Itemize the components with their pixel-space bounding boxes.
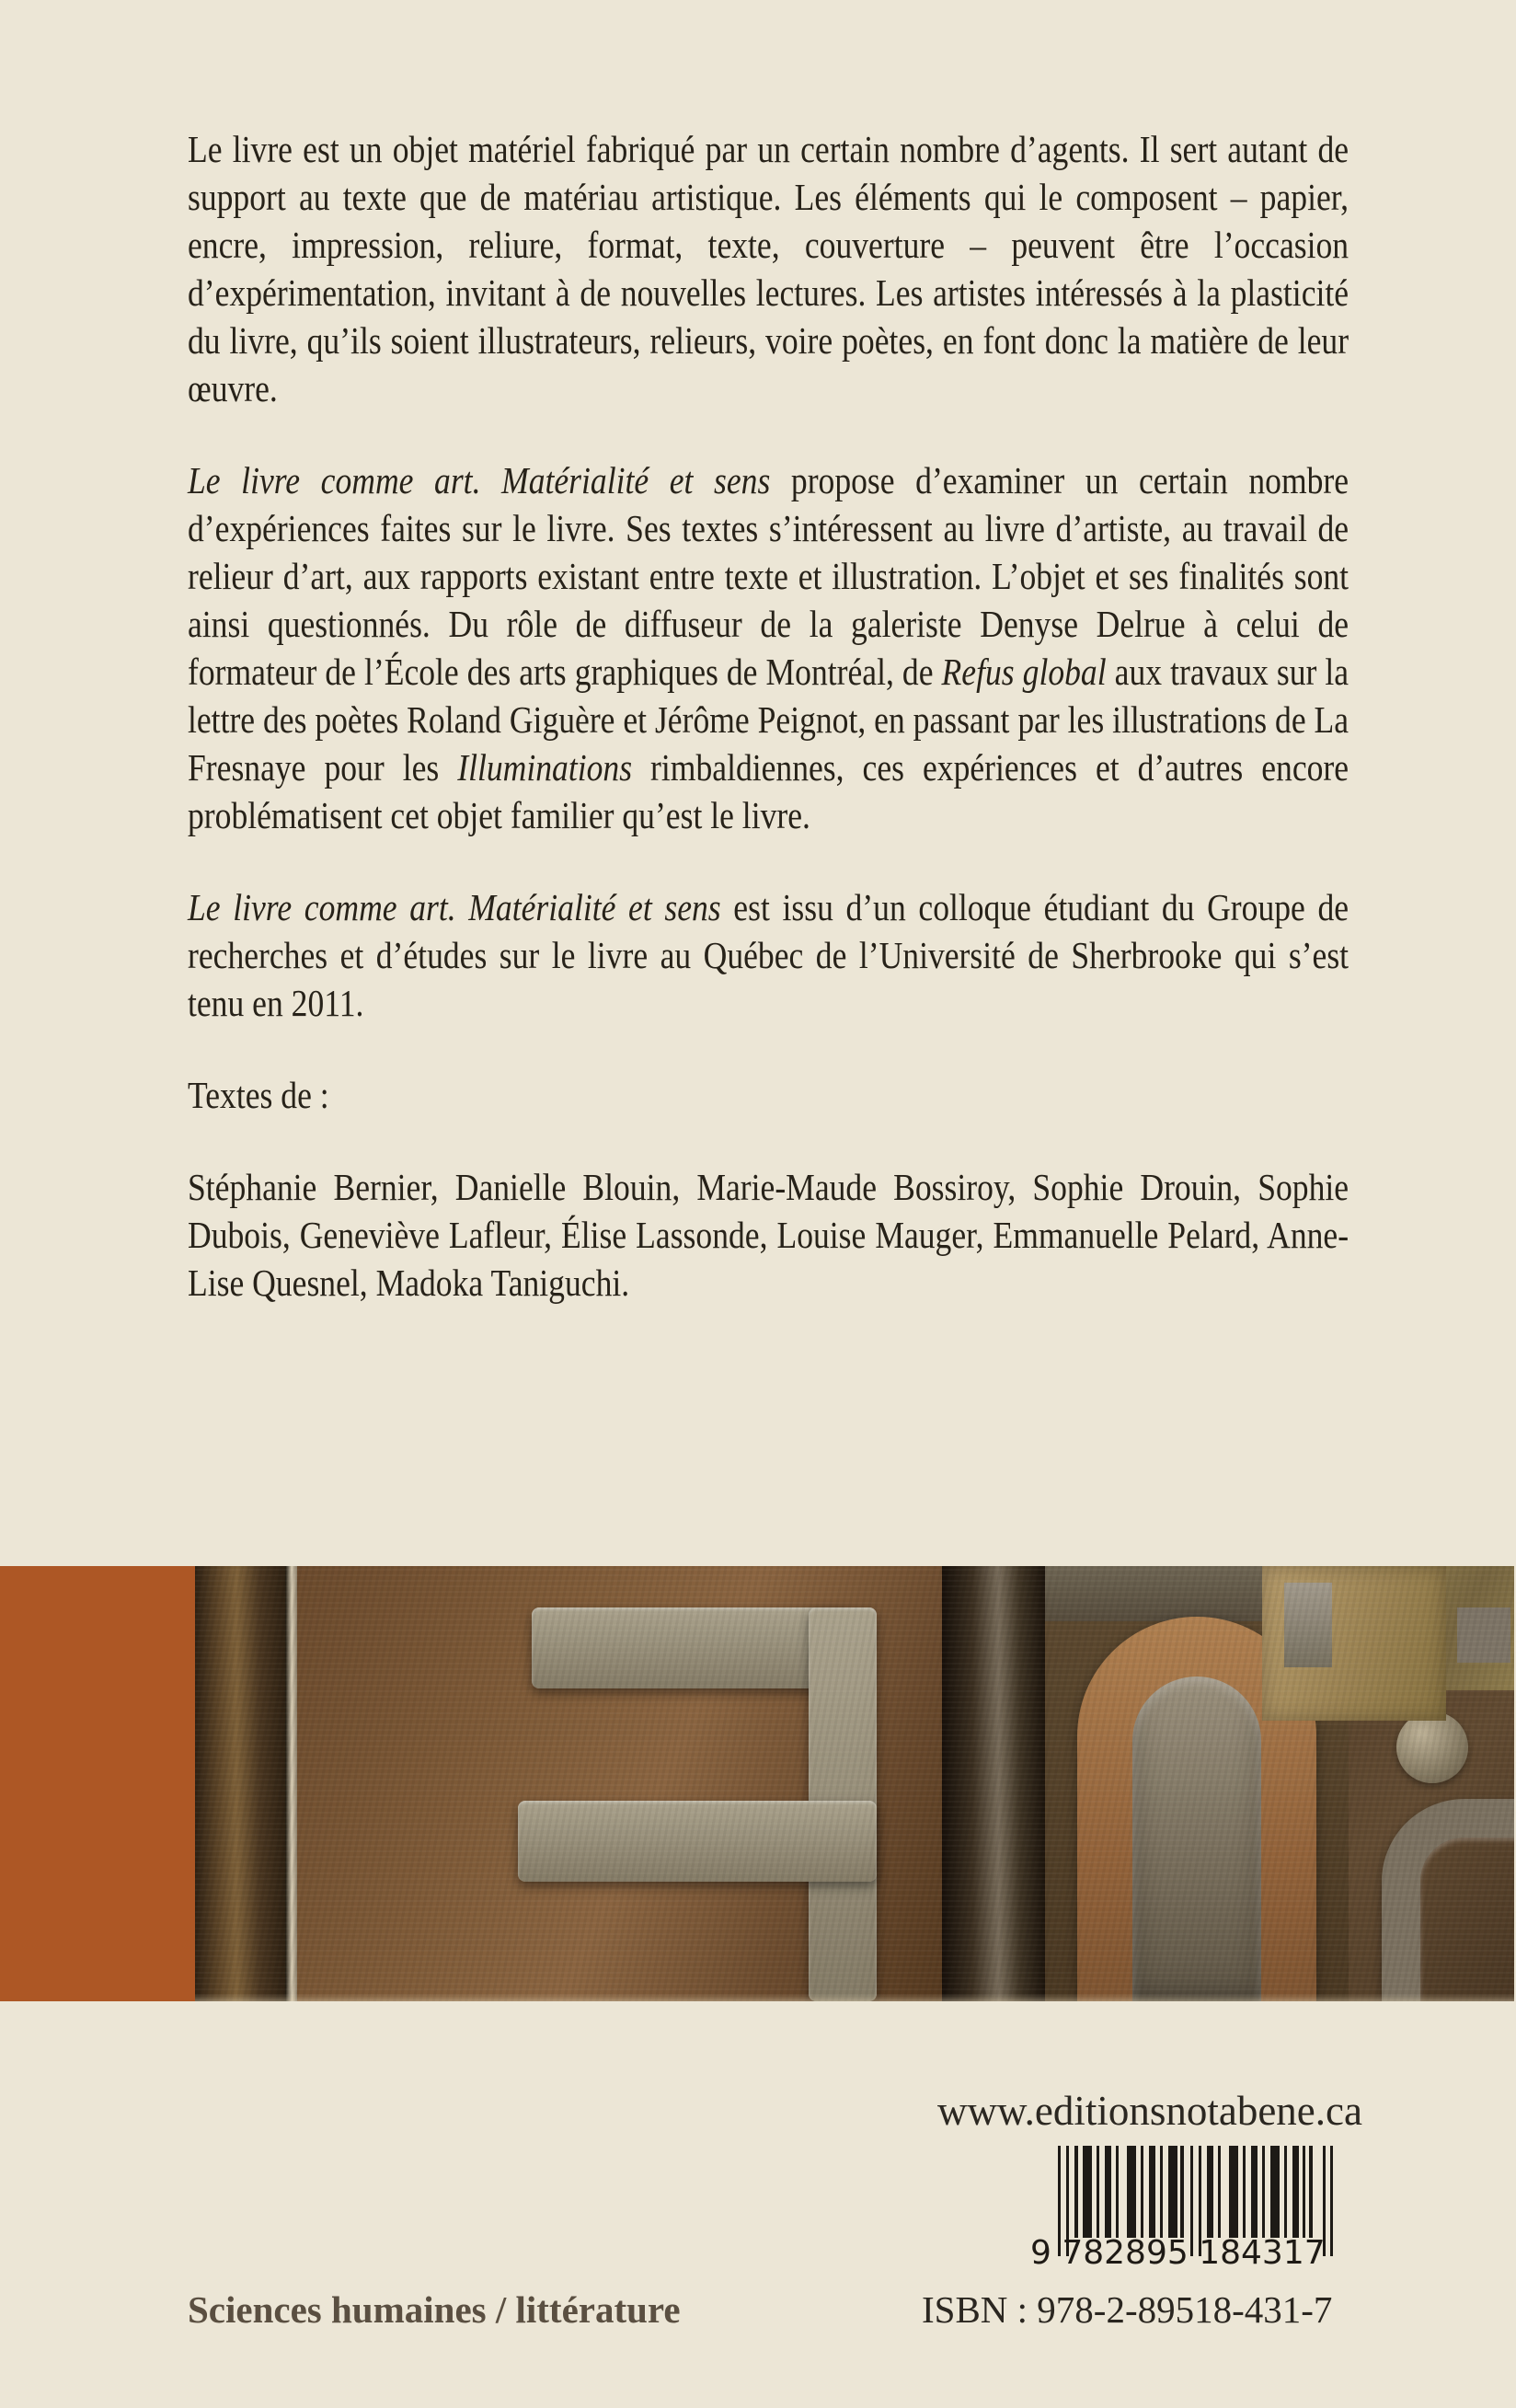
orange-accent-block (0, 1566, 195, 2001)
paragraph: Textes de : (188, 1074, 329, 1116)
photo-edge-highlight (195, 1994, 1514, 2001)
paragraph: Stéphanie Bernier, Danielle Blouin, Marie-Maude Bossiroy, Sophie Drouin, Sophie Dubois, Geneviève Lafleur, Élise Lassonde, Louise Mauger, Emmanuelle Pelard, Anne-Lise Quesnel, Madoka Taniguchi. (188, 1166, 1349, 1304)
category-text: Sciences humaines / littérature (188, 2288, 681, 2331)
cover-band (0, 1566, 1516, 2001)
photo-grain-overlay (195, 1566, 1514, 2001)
barcode-digits: 9 782895 184317 (1030, 2234, 1326, 2272)
publisher-website: www.editionsnotabene.ca (937, 2088, 1362, 2134)
back-cover-text (188, 125, 1349, 1351)
barcode (1030, 2146, 1334, 2275)
paragraph: Le livre comme art. Matérialité et sens propose d’examiner un certain nombre d’expériences faites sur le livre. Ses textes s’intéressent au livre d’artiste, au travail de relieur d’art, aux rapports existant entre texte et illustration. L’objet et ses finalités sont ainsi questionnés. Du rôle de diffuseur de la galeriste Denyse Delrue à celui de formateur de l’École des arts graphiques de Montréal, de Refus global aux travaux sur la lettre des poètes Roland Giguère et Jérôme Peignot, en passant par les illustrations de La Fresnaye pour les Illuminations rimbaldiennes, ces expériences et d’autres encore problématisent cet objet familier qu’est le livre. (188, 459, 1349, 836)
letterpress-photo (195, 1566, 1514, 2001)
paragraph: Le livre comme art. Matérialité et sens est issu d’un colloque étudiant du Groupe de recherches et d’études sur le livre au Québec de l’Université de Sherbrooke qui s’est tenu en 2011. (188, 886, 1349, 1024)
paragraph: Le livre est un objet matériel fabriqué par un certain nombre d’agents. Il sert autant de support au texte que de matériau artistique. Les éléments qui le composent – papier, encre, impression, reliure, format, texte, couverture – peuvent être l’occasion d’expérimentation, invitant à de nouvelles lectures. Les artistes intéressés à la plasticité du livre, qu’ils soient illustrateurs, relieurs, voire poètes, en font donc la matière de leur œuvre. (188, 128, 1349, 409)
isbn-text: ISBN : 978-2-89518-431-7 (922, 2288, 1333, 2331)
